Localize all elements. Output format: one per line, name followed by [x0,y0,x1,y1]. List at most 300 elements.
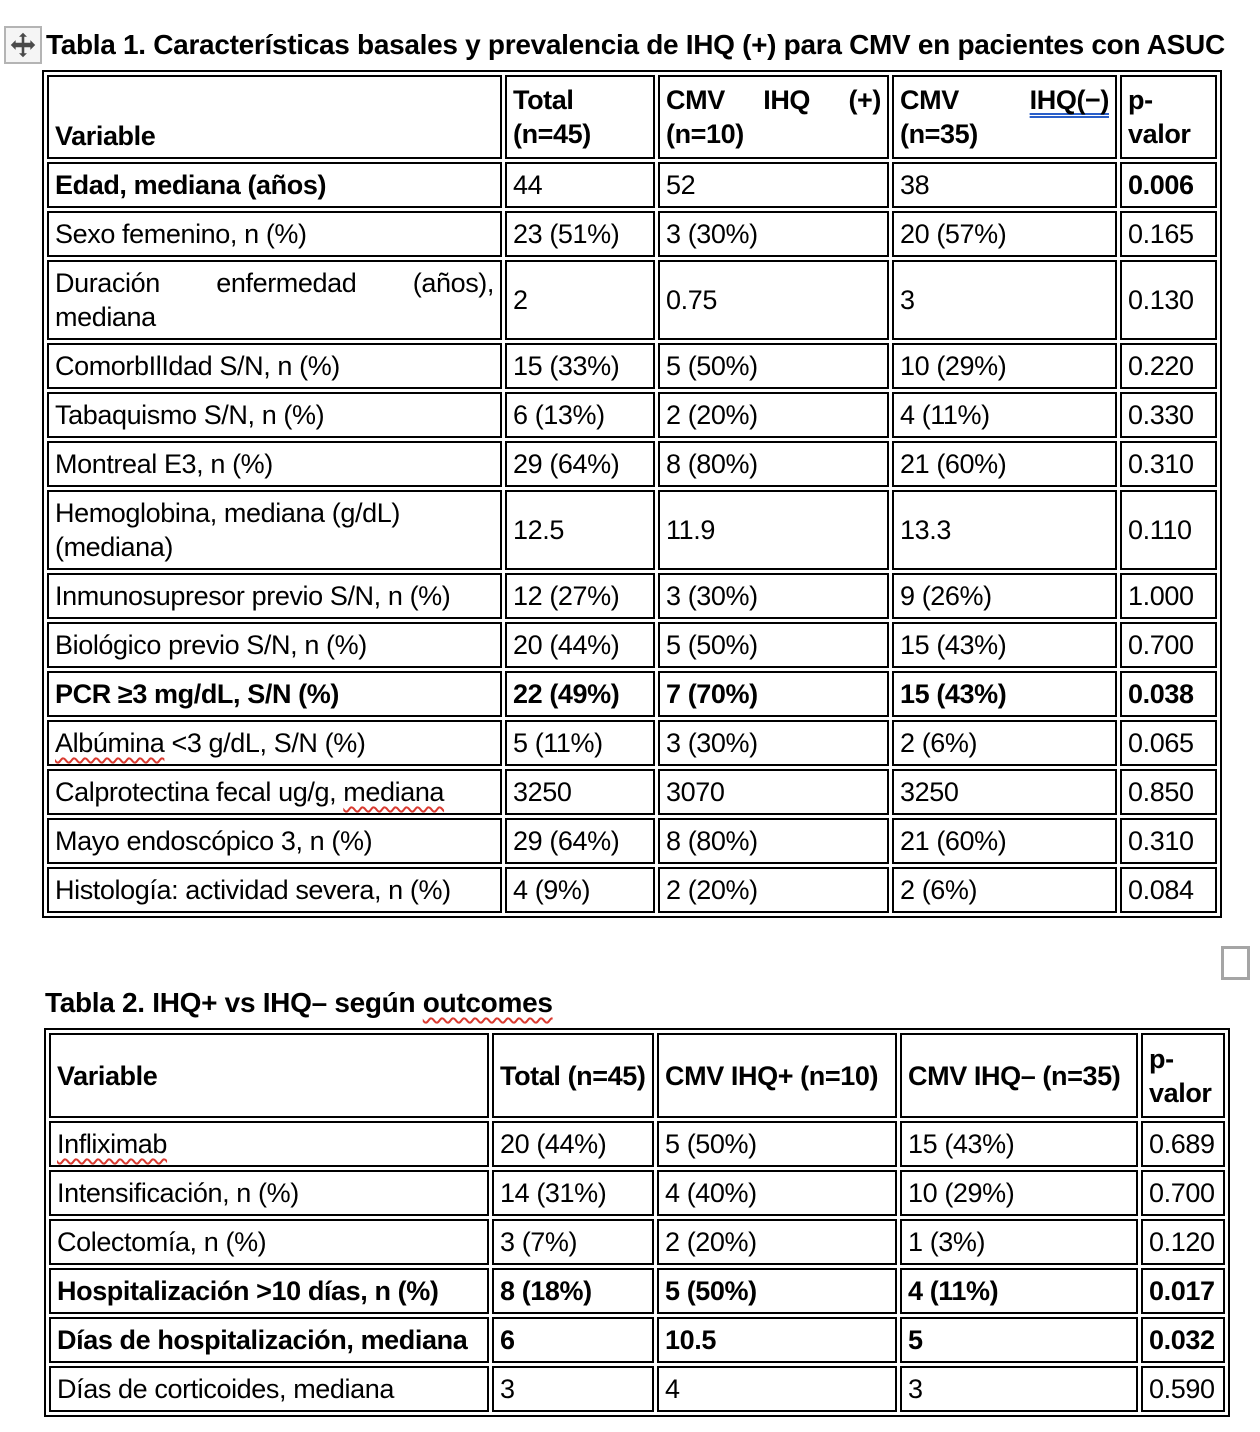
table-cell[interactable] [47,343,502,389]
tabla-2-title[interactable] [45,988,553,1019]
table-cell[interactable] [505,622,655,668]
text-run: 0.017 [1149,1276,1215,1306]
text-run: Hospitalización >10 días, n (%) [57,1276,439,1306]
table-cell[interactable] [900,1170,1138,1216]
table-cell[interactable] [658,162,889,208]
text-run: 52 [666,170,696,200]
cell-line [57,1323,481,1357]
table-row [47,211,1217,257]
cell-line [55,726,494,760]
table-cell[interactable] [47,392,502,438]
text-run: 3 (30%) [666,219,758,249]
text-run: 20 (57%) [900,219,1007,249]
table-cell[interactable] [658,441,889,487]
text-run: 4 [665,1374,680,1404]
cell-line [55,398,494,432]
text-run: Calprotectina fecal ug/g, [55,777,344,807]
text-run: 3 (30%) [666,581,758,611]
text-run: 5 [908,1325,923,1355]
table-row [49,1366,1225,1412]
cell-line [55,530,494,564]
table-cell[interactable] [49,1268,489,1314]
table-cell[interactable] [1141,1366,1225,1412]
spellcheck-marked-text: mediana [343,777,445,807]
text-run: 2 [513,285,528,315]
table-cell[interactable] [892,573,1117,619]
text-run: Hemoglobina, mediana (g/dL) [55,498,400,528]
cell-line [57,1225,481,1259]
table-cell[interactable] [505,671,655,717]
table-cell[interactable] [1120,769,1217,815]
text-run: Total [513,85,574,115]
table-cell[interactable] [47,818,502,864]
table-cell[interactable] [1141,1317,1225,1363]
text-run: 15 (43%) [900,630,1007,660]
table-cell[interactable] [49,1170,489,1216]
header-row [47,75,1217,159]
table-cell[interactable] [900,1219,1138,1265]
table-row [47,769,1217,815]
table-cell[interactable] [1141,1219,1225,1265]
text-run: 0.032 [1149,1325,1215,1355]
cell-line [513,117,647,151]
table-row [47,671,1217,717]
table-cell[interactable] [892,343,1117,389]
header-cell[interactable] [505,75,655,159]
cell-line [665,1225,889,1259]
cell-line [513,349,647,383]
table-row [47,818,1217,864]
text-run: 1 (3%) [908,1227,986,1257]
text-run: 5 (50%) [665,1129,757,1159]
spellcheck-marked-text: IHQ(−) [1029,85,1109,115]
text-run: 0.700 [1128,630,1194,660]
text-run: 10 (29%) [908,1178,1015,1208]
table-cell[interactable] [892,441,1117,487]
cell-line [55,775,494,809]
table-cell[interactable] [658,490,889,570]
cell-line [57,1372,481,1406]
text-run: 3 [900,285,915,315]
text-run: 0.006 [1128,170,1194,200]
cell-line [513,873,647,907]
text-run: 0.065 [1128,728,1194,758]
text-run: 0.220 [1128,351,1194,381]
header-cell[interactable] [658,75,889,159]
text-run: (n=35) [900,119,978,149]
cell-line [1128,677,1209,711]
cell-line [900,824,1109,858]
table-cell[interactable] [657,1170,897,1216]
table-cell[interactable] [1120,818,1217,864]
cell-line [1149,1076,1217,1110]
text-run: 15 (43%) [908,1129,1015,1159]
table-cell[interactable] [47,211,502,257]
table-cell[interactable] [49,1219,489,1265]
header-cell[interactable] [49,1033,489,1118]
text-run: 3250 [513,777,572,807]
header-cell[interactable] [1120,75,1217,159]
cell-line [1128,579,1209,613]
cell-line [55,579,494,613]
table-cell[interactable] [900,1268,1138,1314]
table-cell[interactable] [892,162,1117,208]
cell-line [1149,1127,1217,1161]
table-cell[interactable] [1120,343,1217,389]
table-cell[interactable] [1120,260,1217,340]
table-cell[interactable] [47,867,502,913]
table-cell[interactable] [658,818,889,864]
table-cell[interactable] [1141,1121,1225,1167]
four-way-move-icon [9,31,37,59]
table-cell[interactable] [49,1317,489,1363]
text-run: 10.5 [665,1325,716,1355]
text-run: 2 (6%) [900,728,978,758]
cell-line [908,1372,1130,1406]
spellcheck-marked-text: outcomes [422,987,553,1018]
text-run: 21 (60%) [900,449,1007,479]
cell-line [57,1274,481,1308]
text-run: 6 [500,1325,515,1355]
text-run: 44 [513,170,543,200]
text-run: 9 (26%) [900,581,992,611]
text-run: 29 (64%) [513,449,620,479]
tabla-1-title[interactable] [46,30,1225,61]
cell-line [666,677,881,711]
table-cell[interactable] [892,260,1117,340]
text-run: CMV IHQ+ (n=10) [665,1060,879,1091]
text-run: Tabla 1. Características basales y prevalencia de IHQ (+) para CMV en pacientes con ASUC [46,29,1225,60]
table-cell[interactable] [1141,1170,1225,1216]
cell-line [1128,513,1209,547]
text-run: 0.590 [1149,1374,1215,1404]
tabla-1 [42,70,1222,918]
table-cell[interactable] [658,392,889,438]
cell-line [665,1059,889,1093]
table-cell[interactable] [892,818,1117,864]
table-cell[interactable] [657,1317,897,1363]
cell-line [500,1176,646,1210]
table-row [47,720,1217,766]
table-cell[interactable] [1120,671,1217,717]
table-cell[interactable] [505,769,655,815]
cell-line [900,217,1109,251]
text-run: CMV [900,85,959,115]
header-cell[interactable] [492,1033,654,1118]
table-cell[interactable] [658,867,889,913]
table-cell[interactable] [47,162,502,208]
cell-line [513,775,647,809]
header-cell[interactable] [47,75,502,159]
text-run: Intensificación, n (%) [57,1178,299,1208]
table-move-handle[interactable] [4,26,42,64]
table-cell[interactable] [1120,162,1217,208]
table-cell[interactable] [1141,1268,1225,1314]
table-cell[interactable] [658,260,889,340]
cell-line [513,513,647,547]
table-cell[interactable] [47,260,502,340]
text-run: 2 (20%) [666,400,758,430]
text-run: 5 (11%) [513,728,603,758]
cell-line [55,266,494,334]
cell-line [900,447,1109,481]
table-cell[interactable] [657,1219,897,1265]
cell-line [666,447,881,481]
table-cell[interactable] [900,1366,1138,1412]
cell-line [900,83,1109,117]
text-run: valor [1149,1077,1212,1108]
tabla-2 [44,1028,1230,1417]
cell-line [666,513,881,547]
text-run: p- [1149,1043,1174,1074]
cell-line [513,217,647,251]
table-cell[interactable] [49,1366,489,1412]
table-cell[interactable] [505,162,655,208]
table-cell[interactable] [505,343,655,389]
table-cell[interactable] [47,441,502,487]
cell-line [55,168,494,202]
text-run: 0.310 [1128,449,1194,479]
header-cell[interactable] [892,75,1117,159]
table-cell[interactable] [505,490,655,570]
text-run: 5 (50%) [665,1276,757,1306]
cell-line [55,447,494,481]
cell-line [665,1176,889,1210]
table-cell[interactable] [492,1317,654,1363]
table-cell[interactable] [892,671,1117,717]
text-run: 14 (31%) [500,1178,607,1208]
table-cell[interactable] [1120,392,1217,438]
text-run: 0.75 [666,285,717,315]
table-cell[interactable] [657,1366,897,1412]
text-run: 2 (20%) [665,1227,757,1257]
cell-line [900,873,1109,907]
table-cell[interactable] [505,573,655,619]
table-cell[interactable] [892,392,1117,438]
table-cell[interactable] [492,1219,654,1265]
text-run: 8 (80%) [666,826,758,856]
table-cell[interactable] [47,622,502,668]
cell-line [1128,628,1209,662]
cell-line [666,117,881,151]
cell-line [1128,775,1209,809]
table-cell[interactable] [492,1268,654,1314]
cell-line [900,117,1109,151]
text-run: 1.000 [1128,581,1194,611]
text-run: 4 (40%) [665,1178,757,1208]
cell-line [55,349,494,383]
text-run: 20 (44%) [513,630,620,660]
table-cell[interactable] [658,671,889,717]
table-cell[interactable] [892,769,1117,815]
text-run: 29 (64%) [513,826,620,856]
text-run: Tabaquismo S/N, n (%) [55,400,325,430]
table-cell[interactable] [892,720,1117,766]
table-cell[interactable] [505,260,655,340]
text-run: 2 (20%) [666,875,758,905]
table-cell[interactable] [49,1121,489,1167]
text-run: 10 (29%) [900,351,1007,381]
cell-line [55,628,494,662]
text-run: 0.038 [1128,679,1194,709]
text-run: Duración enfermedad (años), mediana [55,268,494,332]
cell-line [900,398,1109,432]
header-cell[interactable] [657,1033,897,1118]
table-cell[interactable] [900,1121,1138,1167]
cell-line [666,628,881,662]
cell-line [666,579,881,613]
table-cell[interactable] [47,769,502,815]
cell-line [1128,117,1209,151]
table-cell[interactable] [1120,720,1217,766]
cell-line [666,217,881,251]
cell-line [55,824,494,858]
text-run: 0.689 [1149,1129,1215,1159]
cell-line [55,119,494,153]
cell-line [500,1059,646,1093]
table-cell[interactable] [1120,573,1217,619]
table-row [47,162,1217,208]
text-run: 8 (80%) [666,449,758,479]
table-cell[interactable] [658,769,889,815]
cell-line [666,873,881,907]
table-cell[interactable] [492,1366,654,1412]
table-cell[interactable] [892,867,1117,913]
spellcheck-marked-text: Infliximab [57,1129,168,1159]
table-cell[interactable] [892,622,1117,668]
table-cell[interactable] [47,573,502,619]
cell-line [513,677,647,711]
header-cell[interactable] [900,1033,1138,1118]
text-run: Montreal E3, n (%) [55,449,273,479]
text-run: CMV [666,85,725,115]
cell-line [900,349,1109,383]
table-cell[interactable] [505,392,655,438]
text-run: 0.165 [1128,219,1194,249]
table-cell[interactable] [1120,490,1217,570]
table-cell[interactable] [900,1317,1138,1363]
cell-line [1128,824,1209,858]
cell-line [666,824,881,858]
table-cell[interactable] [505,211,655,257]
table-row [47,260,1217,340]
cell-line [57,1127,481,1161]
table-row [47,622,1217,668]
text-run: 38 [900,170,930,200]
text-run: 0.130 [1128,285,1194,315]
table-cell[interactable] [47,720,502,766]
cell-line [500,1372,646,1406]
table-cell[interactable] [1120,622,1217,668]
cell-line [500,1225,646,1259]
text-run: 13.3 [900,515,951,545]
text-run: 0.310 [1128,826,1194,856]
text-run: 21 (60%) [900,826,1007,856]
text-run: Variable [57,1060,158,1091]
cell-line [513,83,647,117]
cell-line [1128,83,1209,117]
text-run: Días de corticoides, mediana [57,1374,394,1404]
cell-line [666,283,881,317]
table-cell[interactable] [505,818,655,864]
cell-line [55,496,494,530]
cell-line [908,1176,1130,1210]
text-run: 4 (11%) [908,1276,999,1306]
text-run: 0.330 [1128,400,1194,430]
table-row [49,1121,1225,1167]
table-row [47,441,1217,487]
table-cell[interactable] [658,211,889,257]
cell-line [666,726,881,760]
cell-line [908,1059,1130,1093]
cell-line [1128,168,1209,202]
text-run: 6 (13%) [513,400,605,430]
table-cell[interactable] [492,1121,654,1167]
cell-line [900,726,1109,760]
cell-line [57,1176,481,1210]
table-cell[interactable] [658,573,889,619]
table-cell[interactable] [505,720,655,766]
table-row [49,1268,1225,1314]
text-run: Variable [55,121,156,151]
table-cell[interactable] [1120,867,1217,913]
table-cell[interactable] [658,622,889,668]
table-row [47,343,1217,389]
cell-line [900,168,1109,202]
cell-line [500,1323,646,1357]
text-run: 7 (70%) [666,679,758,709]
table-cell[interactable] [657,1121,897,1167]
cell-line [665,1372,889,1406]
header-cell[interactable] [1141,1033,1225,1118]
text-run: 15 (43%) [900,679,1007,709]
text-run: CMV IHQ– (n=35) [908,1060,1121,1091]
cell-line [666,83,881,117]
table-cell[interactable] [47,671,502,717]
table-cell[interactable] [47,490,502,570]
text-run: 23 (51%) [513,219,620,249]
cell-line [900,579,1109,613]
cell-line [55,217,494,251]
table-cell[interactable] [658,720,889,766]
table-cell[interactable] [492,1170,654,1216]
text-run: 0.700 [1149,1178,1215,1208]
cell-line [513,447,647,481]
cell-line [1128,349,1209,383]
cell-line [908,1225,1130,1259]
table-cell[interactable] [1120,441,1217,487]
table-cell[interactable] [892,490,1117,570]
table-cell[interactable] [505,441,655,487]
cell-line [57,1059,481,1093]
table-row [47,573,1217,619]
table-cell[interactable] [892,211,1117,257]
cell-line [55,873,494,907]
table-cell[interactable] [657,1268,897,1314]
text-run: 4 (11%) [900,400,990,430]
table-resize-handle[interactable] [1221,946,1250,980]
table-row [47,867,1217,913]
cell-line [900,513,1109,547]
text-run: 3 (7%) [500,1227,578,1257]
table-cell[interactable] [505,867,655,913]
table-cell[interactable] [658,343,889,389]
table-row [47,490,1217,570]
text-run: 5 (50%) [666,630,758,660]
cell-line [908,1274,1130,1308]
table-cell[interactable] [1120,211,1217,257]
text-run: PCR ≥3 mg/dL, S/N (%) [55,679,339,709]
